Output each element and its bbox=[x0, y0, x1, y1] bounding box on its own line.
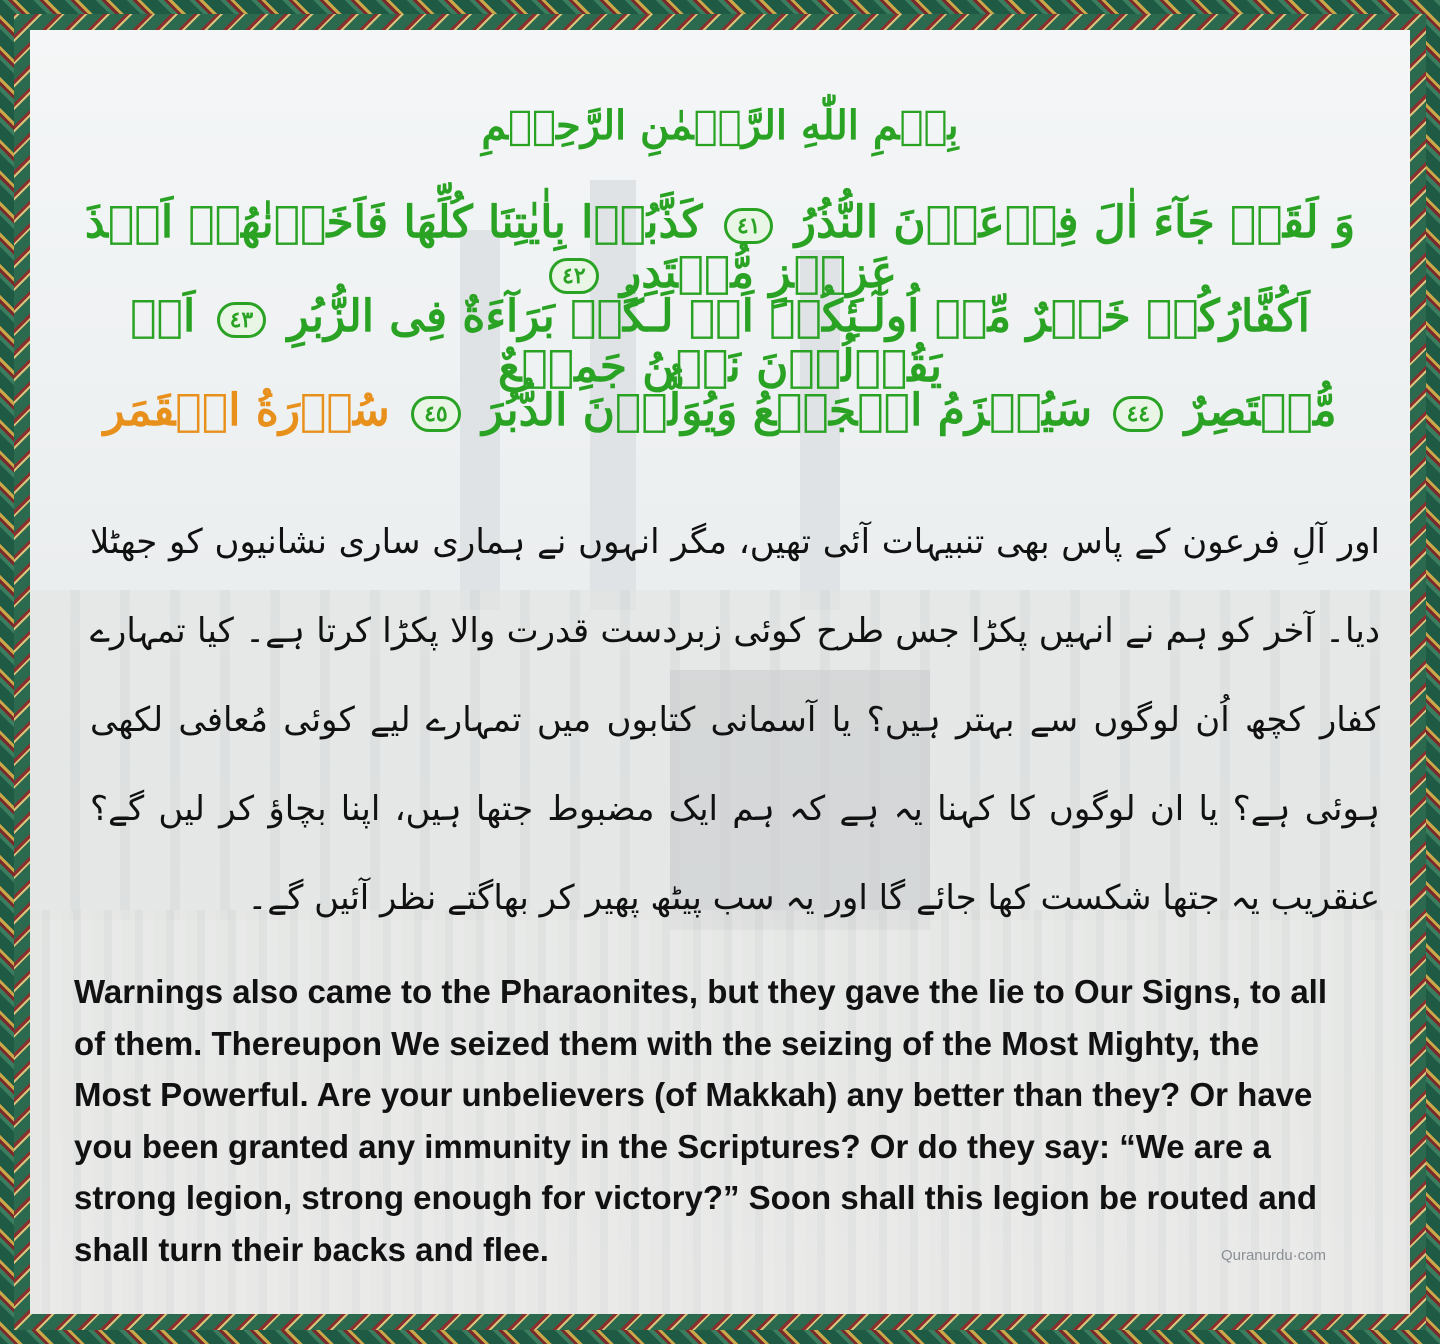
verse-text: مُّنۡتَصِرٌ bbox=[1184, 385, 1337, 436]
verse-text: اَكُفَّارُكُمۡ خَيۡرٌ مِّنۡ اُولٰٓـئِكُمۡ اَمۡ لَـكُمۡ بَرَآءَةٌ فِى الزُّبُرِ bbox=[287, 291, 1310, 342]
surah-name: سُوۡرَةُ الۡقَمَر bbox=[103, 385, 390, 436]
verse-text: كَذَّبُوۡا بِاٰيٰتِنَا كُلِّهَا فَاَخَذۡنٰهُمۡ اَخۡذَ عَزِيۡزٍ مُّقۡتَدِرٍ bbox=[84, 197, 897, 298]
verse-text: وَ لَقَدۡ جَآءَ اٰلَ فِرۡعَوۡنَ النُّذُرُ bbox=[794, 197, 1356, 248]
arabic-line-3 bbox=[70, 386, 1370, 436]
ayah-number-marker: ٤٣ bbox=[217, 302, 267, 338]
english-paragraph: Warnings also came to the Pharaonites, but they gave the lie to Our Signs, to all of them. Thereupon We seized them with the seizing of the Most Mighty, the Most Powerful. Are your unbelievers (of Makkah) any better than they? Or have you been granted any immunity in the Scriptures? Or do they say: “We are a strong legion, strong enough for victory?” Soon shall this legion be routed and shall turn their backs and flee. bbox=[74, 973, 1328, 1268]
urdu-paragraph: اور آلِ فرعون کے پاس بھی تنبیہات آئی تھیں، مگر انہوں نے ہماری ساری نشانیوں کو جھٹلا دیا۔ آخر کو ہم نے انہیں پکڑا جس طرح کوئی زبردست قدرت والا پکڑا کرتا ہے۔ کیا تمہارے کفار کچھ اُن لوگوں سے بہتر ہیں؟ یا آسمانی کتابوں میں تمہارے لیے کوئی مُعافی لکھی ہوئی ہے؟ یا ان لوگوں کا کہنا یہ ہے کہ ہم ایک مضبوط جتھا ہیں، اپنا بچاؤ کر لیں گے؟ عنقریب یہ جتھا شکست کھا جائے گا اور یہ سب پیٹھ پھیر کر بھاگتے نظر آئیں گے۔ bbox=[90, 522, 1380, 918]
content-panel bbox=[30, 30, 1410, 1314]
ayah-number-marker: ٤٤ bbox=[1113, 396, 1163, 432]
urdu-translation bbox=[90, 498, 1380, 943]
ayah-number-marker: ٤١ bbox=[724, 208, 774, 244]
ayah-number-marker: ٤٥ bbox=[411, 396, 461, 432]
arabic-line-2 bbox=[70, 292, 1370, 392]
site-watermark: Quranurdu·com bbox=[1220, 1247, 1326, 1264]
english-translation bbox=[74, 966, 1344, 1275]
verse-text: سَيُهۡزَمُ الۡجَمۡعُ وَيُوَلُّوۡنَ الدُّبُرَ bbox=[482, 385, 1093, 436]
ayah-number-marker: ٤٢ bbox=[549, 258, 599, 294]
bismillah: بِسۡمِ اللّٰهِ الرَّحۡمٰنِ الرَّحِيۡمِ bbox=[481, 102, 959, 149]
verse-text: اَمۡ يَقُوۡلُوۡنَ نَحۡنُ جَمِيۡعٌ bbox=[130, 291, 942, 392]
arabic-line-1 bbox=[70, 198, 1370, 298]
